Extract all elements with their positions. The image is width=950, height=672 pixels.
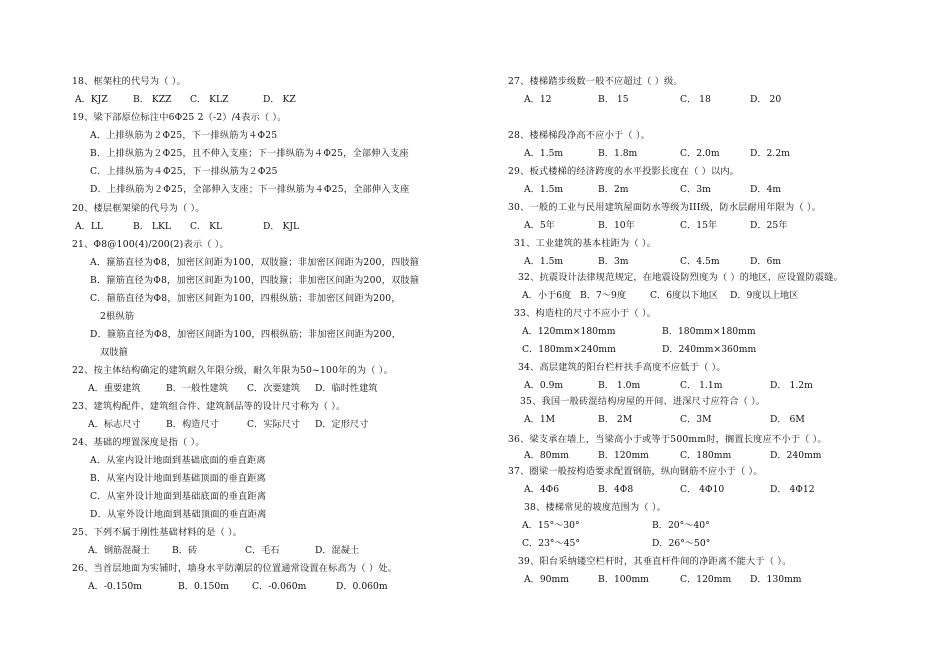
left-line: C．箍筋直径为Φ8，加密区间距为100，四根纵筋；非加密区间距为200， bbox=[90, 293, 401, 304]
right-option: A．80mm bbox=[524, 450, 569, 461]
right-line: 37、圈梁一般按构造要求配置钢筋，纵向钢筋不应小于（ ）。 bbox=[508, 466, 763, 477]
right-option: A．120mm×180mm bbox=[522, 326, 616, 337]
left-line: 24、基础的埋置深度是指（ ）。 bbox=[72, 437, 205, 448]
left-line: D．箍筋直径为Φ8，加密区间距为100，四根纵筋；非加密区间距为200， bbox=[90, 329, 402, 340]
right-option: B．10年 bbox=[598, 220, 635, 231]
left-option: C．实际尺寸 bbox=[247, 419, 300, 430]
right-option: B． 15 bbox=[598, 94, 629, 105]
left-line: 2根纵筋 bbox=[100, 311, 135, 322]
right-option: D．130mm bbox=[750, 574, 802, 585]
left-option: B． LKL bbox=[133, 221, 171, 232]
left-line: 双肢箍 bbox=[100, 347, 129, 358]
right-option: C． 18 bbox=[680, 94, 711, 105]
right-option: C．4.5m bbox=[680, 256, 720, 267]
left-option: A．LL bbox=[75, 221, 104, 232]
right-line: 30、一般的工业与民用建筑屋面防水等级为III级，防水层耐用年限为（ ）。 bbox=[508, 202, 822, 213]
left-line: 26、当首层地面为实铺时，墙身水平防潮层的位置通常设置在标高为（ ）处。 bbox=[72, 563, 397, 574]
left-option: C．次要建筑 bbox=[247, 383, 300, 394]
right-option: B．20°～40° bbox=[652, 520, 710, 531]
left-option: D．混凝土 bbox=[315, 545, 360, 556]
right-option: A．1.5m bbox=[524, 148, 564, 159]
left-line: D．上排纵筋为２Φ25，全部伸入支座；下一排纵筋为４Φ25，全部伸入支座 bbox=[90, 184, 410, 195]
right-line: 36、梁支承在墙上，当梁高小于或等于500mm时，搁置长度应不小于（ ）。 bbox=[508, 434, 827, 445]
left-option: D． KZ bbox=[263, 94, 296, 105]
left-option: B．构造尺寸 bbox=[166, 419, 219, 430]
left-line: B．箍筋直径为Φ8，加密区间距为100，四肢箍；非加密区间距为200，双肢箍 bbox=[90, 275, 420, 286]
right-option: C． 1.1m bbox=[680, 380, 723, 391]
right-line: 33、构造柱的尺寸不应小于（ ）。 bbox=[514, 308, 657, 319]
right-option: D．240mm×360mm bbox=[662, 344, 757, 355]
right-option: B．1.8m bbox=[598, 148, 638, 159]
right-line: 39、阳台采纳镂空栏杆时，其垂直杆件间的净距离不能大于（ ）。 bbox=[518, 556, 792, 567]
right-option: C． 4Φ10 bbox=[680, 484, 725, 495]
left-option: A．KJZ bbox=[75, 94, 108, 105]
left-option: C．毛石 bbox=[245, 545, 280, 556]
right-option: A．12 bbox=[524, 94, 552, 105]
left-option: A．-0.150m bbox=[88, 581, 142, 592]
left-line: 25、下列不属于刚性基础材料的是（ ）。 bbox=[72, 527, 243, 538]
left-option: A．钢筋混凝土 bbox=[88, 545, 150, 556]
right-option: B． 1.0m bbox=[598, 380, 641, 391]
right-option: D．240mm bbox=[770, 450, 822, 461]
left-line: 18、框架柱的代号为（ ）。 bbox=[72, 76, 186, 87]
left-option: C．-0.060m bbox=[252, 581, 307, 592]
right-line: 29、板式楼梯的经济跨度的水平投影长度在（ ）以内。 bbox=[508, 166, 740, 177]
right-option: C．3m bbox=[680, 184, 711, 195]
right-line: 32、抗震设计法律规范规定，在地震设防烈度为（ ）的地区，应设置防震缝。 bbox=[518, 272, 843, 283]
right-option: C．2.0m bbox=[680, 148, 720, 159]
right-option: C．15年 bbox=[680, 220, 718, 231]
right-option: D． 4Φ12 bbox=[770, 484, 815, 495]
left-line: 19、梁下部原位标注中6Φ25 2（-2）/4表示（ ）。 bbox=[72, 112, 287, 123]
right-option: D．6m bbox=[750, 256, 782, 267]
right-option: D．2.2m bbox=[750, 148, 790, 159]
left-line: D．从室外设计地面到基础顶面的垂直距离 bbox=[90, 509, 267, 520]
right-option: D．4m bbox=[750, 184, 782, 195]
left-option: A．标志尺寸 bbox=[88, 419, 141, 430]
right-option: B．2m bbox=[598, 184, 629, 195]
right-option: B．180mm×180mm bbox=[662, 326, 756, 337]
left-line: A．从室内设计地面到基础底面的垂直距离 bbox=[90, 455, 266, 466]
right-option: A．4Φ6 bbox=[524, 484, 560, 495]
right-option: D．26°～50° bbox=[652, 538, 711, 549]
right-option: C．180mm bbox=[680, 450, 732, 461]
right-option: C．120mm bbox=[680, 574, 732, 585]
left-option: B．砖 bbox=[172, 545, 198, 556]
right-option: B．4Φ8 bbox=[598, 484, 634, 495]
right-option: B．7～9度 bbox=[580, 290, 627, 301]
right-option: D．25年 bbox=[750, 220, 788, 231]
right-option: A．1.5m bbox=[524, 256, 564, 267]
left-line: A．箍筋直径为Φ8，加密区间距为100，双肢箍；非加密区间距为200，四肢箍 bbox=[90, 257, 420, 268]
right-option: D． 6M bbox=[770, 414, 805, 425]
right-option: A．1M bbox=[524, 414, 556, 425]
left-option: D．定形尺寸 bbox=[315, 419, 369, 430]
right-line: 34、高层建筑的阳台栏杆扶手高度不应低于（ ）。 bbox=[518, 362, 726, 373]
left-line: C．上排纵筋为４Φ25，下一排纵筋为２Φ25 bbox=[90, 166, 278, 177]
right-option: C．3M bbox=[680, 414, 712, 425]
left-option: B．一般性建筑 bbox=[166, 383, 228, 394]
left-line: C．从室外设计地面到基础底面的垂直距离 bbox=[90, 491, 267, 502]
left-option: B． KZZ bbox=[133, 94, 172, 105]
left-line: A．上排纵筋为２Φ25，下一排纵筋为４Φ25 bbox=[90, 130, 278, 141]
right-option: D． 1.2m bbox=[770, 380, 813, 391]
right-option: A．90mm bbox=[524, 574, 569, 585]
left-line: 21、Φ8@100(4)/200(2)表示（ ）。 bbox=[72, 239, 229, 250]
left-line: 23、建筑构配件、建筑组合件、建筑制品等的设计尺寸称为（ ）。 bbox=[72, 401, 346, 412]
right-option: B．100mm bbox=[598, 574, 649, 585]
right-option: A．5年 bbox=[524, 220, 555, 231]
right-option: B．120mm bbox=[598, 450, 649, 461]
right-option: C．6度以下地区 bbox=[650, 290, 718, 301]
right-option: A．1.5m bbox=[524, 184, 564, 195]
left-option: D． KJL bbox=[263, 221, 300, 232]
left-option: C． KL bbox=[190, 221, 223, 232]
right-option: D． 20 bbox=[750, 94, 782, 105]
right-option: D．9度以上地区 bbox=[730, 290, 799, 301]
right-line: 28、楼梯梯段净高不应小于（ ）。 bbox=[508, 130, 651, 141]
right-option: B．3m bbox=[598, 256, 629, 267]
left-line: 22、按主体结构确定的建筑耐久年限分级，耐久年限为50~100年的为（ ）。 bbox=[72, 365, 393, 376]
right-option: A．小于6度 bbox=[522, 290, 572, 301]
left-option: D．临时性建筑 bbox=[315, 383, 378, 394]
right-option: C．180mm×240mm bbox=[522, 344, 616, 355]
left-line: B．上排纵筋为２Φ25，且不伸入支座；下一排纵筋为４Φ25，全部伸入支座 bbox=[90, 148, 409, 159]
right-option: A．0.9m bbox=[524, 380, 564, 391]
left-line: B．从室内设计地面到基础顶面的垂直距离 bbox=[90, 473, 266, 484]
left-option: D．0.060m bbox=[336, 581, 388, 592]
right-line: 38、楼梯常见的坡度范围为（ ）。 bbox=[524, 502, 667, 513]
left-line: 20、楼层框架梁的代号为（ ）。 bbox=[72, 203, 205, 214]
right-line: 35、我国一般砖混结构房屋的开间、进深尺寸应符合（ ）。 bbox=[520, 396, 766, 407]
right-option: C．23°～45° bbox=[522, 538, 580, 549]
right-line: 27、楼梯踏步级数一般不应超过（ ）级。 bbox=[508, 76, 683, 87]
left-option: B．0.150m bbox=[178, 581, 229, 592]
left-option: A．重要建筑 bbox=[88, 383, 141, 394]
right-option: A．15°～30° bbox=[522, 520, 580, 531]
right-line: 31、工业建筑的基本柱距为（ ）。 bbox=[514, 238, 657, 249]
right-option: B． 2M bbox=[598, 414, 633, 425]
left-option: C． KLZ bbox=[190, 94, 229, 105]
